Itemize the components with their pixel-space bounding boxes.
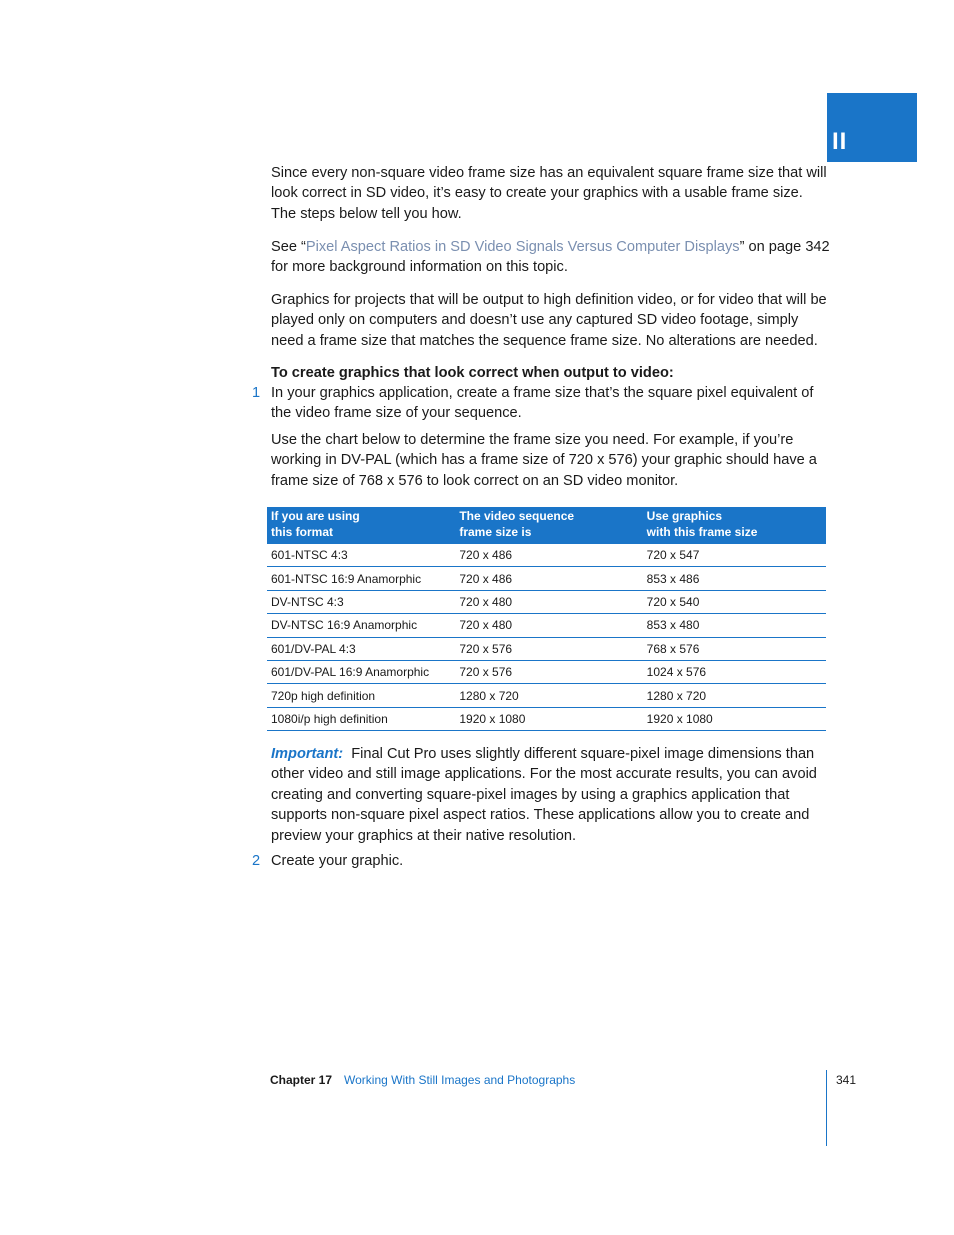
table-row xyxy=(267,567,826,590)
graphics-size-cell: 1920 x 1080 xyxy=(643,707,826,730)
step-1-number: 1 xyxy=(252,385,261,401)
graphics-size-cell: 1280 x 720 xyxy=(643,684,826,707)
table-row xyxy=(267,614,826,637)
graphics-size-cell: 853 x 486 xyxy=(643,567,826,590)
sequence-size-cell: 720 x 486 xyxy=(455,567,642,590)
table-header-row xyxy=(267,507,826,544)
sequence-size-cell: 720 x 480 xyxy=(455,614,642,637)
page-number: 341 xyxy=(836,1073,857,1087)
table-row xyxy=(267,660,826,683)
sequence-size-cell: 720 x 480 xyxy=(455,590,642,613)
format-cell: 601/DV-PAL 16:9 Anamorphic xyxy=(267,660,455,683)
intro-paragraph-1: Since every non-square video frame size has an equivalent square frame size that will look correct in SD video, it’s easy to create your graphics with a usable frame size. The steps below tell you how. xyxy=(271,165,827,222)
sequence-size-cell: 720 x 576 xyxy=(455,637,642,660)
frame-size-table xyxy=(267,507,826,731)
sequence-size-cell: 1280 x 720 xyxy=(455,684,642,707)
footer-chapter-title: Working With Still Images and Photographs xyxy=(344,1073,576,1087)
header-graphics-line2: with this frame size xyxy=(646,524,758,539)
important-label: Important: xyxy=(271,746,344,762)
important-text: Final Cut Pro uses slightly different square-pixel image dimensions than other video and still image applications. For the most accurate results, you can avoid creating and converting square-pixel images by using a graphics application that supports non-square pixel aspect ratios. These applications allow you to create and preview your graphics at their native resolution. xyxy=(271,746,817,844)
step-1-text: In your graphics application, create a frame size that’s the square pixel equivalent of the video frame size of your sequence. xyxy=(271,385,814,422)
format-cell: 601/DV-PAL 4:3 xyxy=(267,637,455,660)
intro-paragraph-3: Graphics for projects that will be output to high definition video, or for video that will be played only on computers and doesn’t use any captured SD video footage, simply need a frame size that matches the sequence frame size. No alterations are needed. xyxy=(271,292,827,349)
header-format-line2: this format xyxy=(271,524,334,539)
cross-reference-link[interactable]: Pixel Aspect Ratios in SD Video Signals Versus Computer Displays xyxy=(305,239,740,255)
table-row xyxy=(267,544,826,567)
graphics-size-cell: 1024 x 576 xyxy=(643,660,826,683)
table-row xyxy=(267,637,826,660)
header-sequence-size xyxy=(455,507,642,544)
procedure-heading: To create graphics that look correct when output to video: xyxy=(271,365,674,381)
step-2-number: 2 xyxy=(252,853,261,869)
header-sequence-line2: frame size is xyxy=(459,524,532,539)
see-suffix: ” on page 342 for more background information on this topic. xyxy=(271,239,830,276)
sequence-size-cell: 1920 x 1080 xyxy=(455,707,642,730)
see-prefix: See “ xyxy=(271,239,306,255)
chapter-tab xyxy=(827,93,917,162)
header-format-line1: If you are using xyxy=(271,509,360,523)
format-cell: 1080i/p high definition xyxy=(267,707,455,730)
header-sequence-line1: The video sequence xyxy=(459,509,575,523)
table-row xyxy=(267,684,826,707)
graphics-size-cell: 853 x 480 xyxy=(643,614,826,637)
header-format xyxy=(267,507,455,544)
format-cell: DV-NTSC 4:3 xyxy=(267,590,455,613)
sequence-size-cell: 720 x 486 xyxy=(455,544,642,567)
table-row xyxy=(267,707,826,730)
format-cell: 601-NTSC 16:9 Anamorphic xyxy=(267,567,455,590)
format-cell: 601-NTSC 4:3 xyxy=(267,544,455,567)
step-2-text: Create your graphic. xyxy=(271,853,404,869)
format-cell: 720p high definition xyxy=(267,684,455,707)
footer-chapter: Chapter 17 xyxy=(270,1073,333,1087)
header-graphics-size xyxy=(643,507,826,544)
graphics-size-cell: 720 x 540 xyxy=(643,590,826,613)
step-1-note: Use the chart below to determine the frame size you need. For example, if you’re working in DV-PAL (which has a frame size of 720 x 576) your graphic should have a frame size of 768 x 576 to look correct on an SD video monitor. xyxy=(271,432,817,489)
format-cell: DV-NTSC 16:9 Anamorphic xyxy=(267,614,455,637)
table-row xyxy=(267,590,826,613)
intro-paragraph-2 xyxy=(271,237,831,278)
graphics-size-cell: 768 x 576 xyxy=(643,637,826,660)
footer-divider xyxy=(826,1070,827,1146)
important-note xyxy=(271,744,831,846)
chapter-tab-label: II xyxy=(832,128,848,155)
header-graphics-line1: Use graphics xyxy=(646,509,723,523)
sequence-size-cell: 720 x 576 xyxy=(455,660,642,683)
graphics-size-cell: 720 x 547 xyxy=(643,544,826,567)
